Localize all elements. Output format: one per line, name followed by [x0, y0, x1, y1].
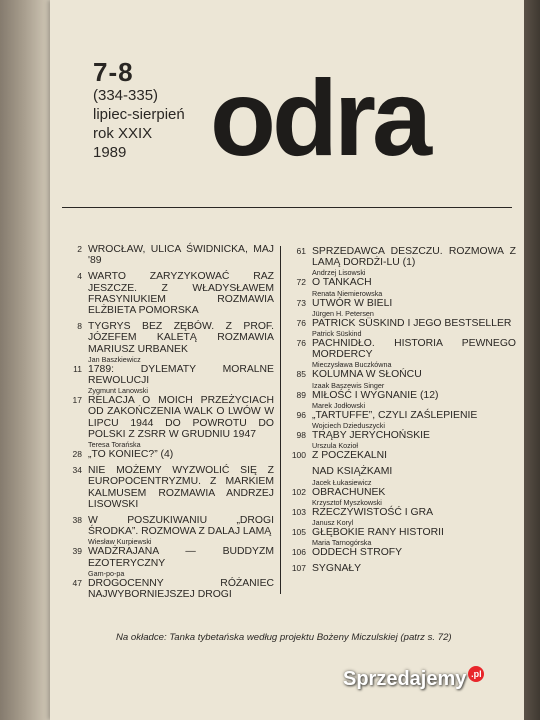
watermark-text: Sprzedajemy — [343, 668, 467, 690]
toc-entry — [286, 450, 516, 461]
toc-title: PACHNIDŁO. HISTORIA PEWNEGO MORDERCY — [312, 338, 516, 361]
toc-entry — [62, 515, 274, 537]
toc-page-number: 17 — [72, 395, 82, 406]
toc-page-number: 8 — [77, 321, 82, 332]
toc-page-number: 85 — [296, 369, 306, 380]
toc-page-number: 11 — [73, 363, 82, 374]
toc-entry — [62, 321, 274, 355]
toc-author: Mieczysława Buczkówna — [312, 360, 392, 370]
toc-author: Gam-po-pa — [88, 568, 125, 578]
toc-entry — [286, 369, 516, 380]
toc-author: Jacek Łukasiewicz — [312, 477, 372, 487]
toc-author: Marek Jodłowski — [312, 400, 366, 410]
toc-title: RZECZYWISTOŚĆ I GRA — [312, 506, 434, 518]
toc-author: Teresa Torańska — [88, 440, 141, 450]
toc-page-number: 89 — [296, 389, 306, 400]
toc-entry — [286, 563, 516, 574]
toc-title: TRĄBY JERYCHOŃSKIE — [312, 430, 430, 442]
toc-author: Jürgen H. Petersen — [312, 308, 374, 318]
cover-caption: Na okładce: Tanka tybetańska według projektu Bożeny Miczulskiej (patrz s. 72) — [116, 632, 452, 643]
toc-entry — [286, 246, 516, 268]
toc-title: MIŁOŚĆ I WYGNANIE (12) — [312, 389, 439, 401]
toc-page-number: 105 — [291, 527, 306, 538]
issue-year: 1989 — [93, 144, 127, 161]
toc-title: GŁĘBOKIE RANY HISTORII — [312, 527, 444, 539]
issue-year-roman: rok XXIX — [93, 125, 153, 142]
toc-title: SYGNAŁY — [312, 563, 362, 575]
toc-entry — [286, 390, 516, 401]
toc-entry — [62, 449, 274, 460]
toc-title: WADŻRAJANA — BUDDYZM EZOTERYCZNY — [88, 546, 274, 569]
issue-volume: (334-335) — [93, 87, 159, 104]
toc-title: TYGRYS BEZ ZĘBÓW. Z PROF. JÓZEFEM KALETĄ ROZMAWIA MARIUSZ URBANEK — [88, 321, 274, 355]
toc-title: NIE MOŻEMY WYZWOLIĆ SIĘ Z EUROPOCENTRYZMU. Z MARKIEM KALMUSEM ROZMAWIA ANDRZEJ LISOWSKI — [88, 465, 274, 510]
header-divider — [62, 207, 512, 208]
toc-entry — [286, 466, 516, 477]
toc-title: „TARTUFFE”, CZYLI ZAŚLEPIENIE — [312, 409, 478, 421]
toc-title: DROGOCENNY RÓŻANIEC NAJWYBORNIEJSZEJ DROGI — [88, 577, 274, 601]
toc-title: PATRICK SÜSKIND I JEGO BESTSELLER — [312, 317, 512, 329]
toc-author: Jan Baszkiewicz — [88, 354, 141, 364]
toc-title: „TO KONIEC?” (4) — [88, 449, 174, 461]
toc-page-number: 100 — [291, 450, 306, 461]
toc-page-number: 76 — [296, 338, 306, 349]
issue-months: lipiec-sierpień — [93, 106, 185, 123]
toc-page-number: 98 — [296, 430, 306, 441]
issue-number: 7-8 — [93, 57, 134, 87]
toc-page-number: 28 — [72, 449, 82, 460]
toc-title: ODDECH STROFY — [312, 547, 403, 559]
toc-author: Krzysztof Myszkowski — [312, 497, 382, 507]
toc-entry — [62, 395, 274, 440]
toc-right-column — [286, 246, 516, 580]
toc-author: Patrick Süskind — [312, 329, 362, 339]
toc-entry — [62, 578, 274, 600]
toc-title: UTWÓR W BIELI — [312, 297, 393, 309]
toc-author: Andrzej Lisowski — [312, 268, 366, 278]
toc-author: Maria Tarnogórska — [312, 538, 372, 548]
toc-entry — [62, 465, 274, 510]
toc-page-number: 2 — [77, 244, 82, 254]
toc-page-number: 96 — [296, 409, 306, 420]
toc-page-number: 38 — [72, 515, 82, 526]
toc-entry — [286, 338, 516, 360]
toc-entry — [286, 298, 516, 309]
toc-author: Wiesław Kurpiewski — [88, 537, 152, 547]
watermark-badge: .pl — [468, 666, 484, 682]
toc-entry — [286, 527, 516, 538]
toc-entry — [62, 546, 274, 568]
column-divider — [280, 246, 281, 594]
toc-title: SPRZEDAWCA DESZCZU. ROZMOWA Z LAMĄ DORDŻI-LU (1) — [312, 246, 516, 269]
toc-entry — [62, 244, 274, 266]
toc-title: RELACJA O MOICH PRZEŻYCIACH OD ZAKOŃCZENIA WALK O LWÓW W LIPCU 1944 DO POWROTU DO POLSKI Z ZSRR W GRUDNIU 1947 — [88, 395, 274, 440]
toc-page-number: 72 — [296, 277, 306, 288]
toc-entry — [286, 487, 516, 498]
toc-entry — [286, 410, 516, 421]
toc-title: W POSZUKIWANIU „DROGI ŚRODKA”. ROZMOWA Z DALAJ LAMĄ — [88, 515, 274, 538]
toc-title: NAD KSIĄŻKAMI — [312, 466, 393, 478]
book-spine — [0, 0, 52, 720]
toc-page-number: 61 — [296, 246, 306, 256]
toc-author: Janusz Koryl — [312, 518, 354, 528]
toc-page-number: 106 — [291, 547, 306, 558]
sprzedajemy-watermark — [343, 668, 484, 691]
toc-author: Izaak Baszewis Singer — [312, 380, 385, 390]
odra-logo: odra — [210, 57, 429, 178]
toc-page-number: 103 — [291, 506, 306, 517]
toc-title: Z POCZEKALNI — [312, 450, 388, 462]
issue-info — [93, 58, 185, 162]
toc-page-number: 102 — [291, 486, 306, 497]
toc-page-number: 4 — [77, 271, 82, 282]
toc-entry — [286, 507, 516, 518]
toc-entry — [286, 547, 516, 558]
toc-author: Zygmunt Lanowski — [88, 386, 148, 396]
toc-author: Wojciech Dzieduszycki — [312, 421, 385, 431]
toc-title: WROCŁAW, ULICA ŚWIDNICKA, MAJ '89 — [88, 244, 274, 267]
toc-entry — [286, 277, 516, 288]
toc-page-number — [286, 466, 312, 477]
toc-title: OBRACHUNEK — [312, 486, 386, 498]
toc-page-number: 76 — [296, 317, 306, 328]
toc-entry — [286, 318, 516, 329]
toc-author: Renata Niemierowska — [312, 288, 383, 298]
toc-title: KOLUMNA W SŁOŃCU — [312, 369, 422, 381]
page-edge-shadow — [524, 0, 540, 720]
toc-title: 1789: DYLEMATY MORALNE REWOLUCJI — [88, 363, 274, 387]
toc-title: O TANKACH — [312, 277, 372, 289]
toc-page-number: 107 — [291, 563, 306, 574]
toc-title: WARTO ZARYZYKOWAĆ RAZ JESZCZE. Z WŁADYSŁAWEM FRASYNIUKIEM ROZMAWIA ELŻBIETA POMORSKA — [88, 271, 274, 317]
toc-entry — [286, 430, 516, 441]
toc-entry — [62, 364, 274, 386]
toc-entry — [62, 271, 274, 316]
toc-left-column — [62, 244, 274, 605]
toc-page-number: 73 — [296, 297, 306, 308]
toc-page-number: 47 — [72, 577, 82, 588]
toc-page-number: 34 — [72, 465, 82, 476]
toc-author: Urszula Kozioł — [312, 441, 358, 451]
toc-page-number: 39 — [72, 546, 82, 557]
